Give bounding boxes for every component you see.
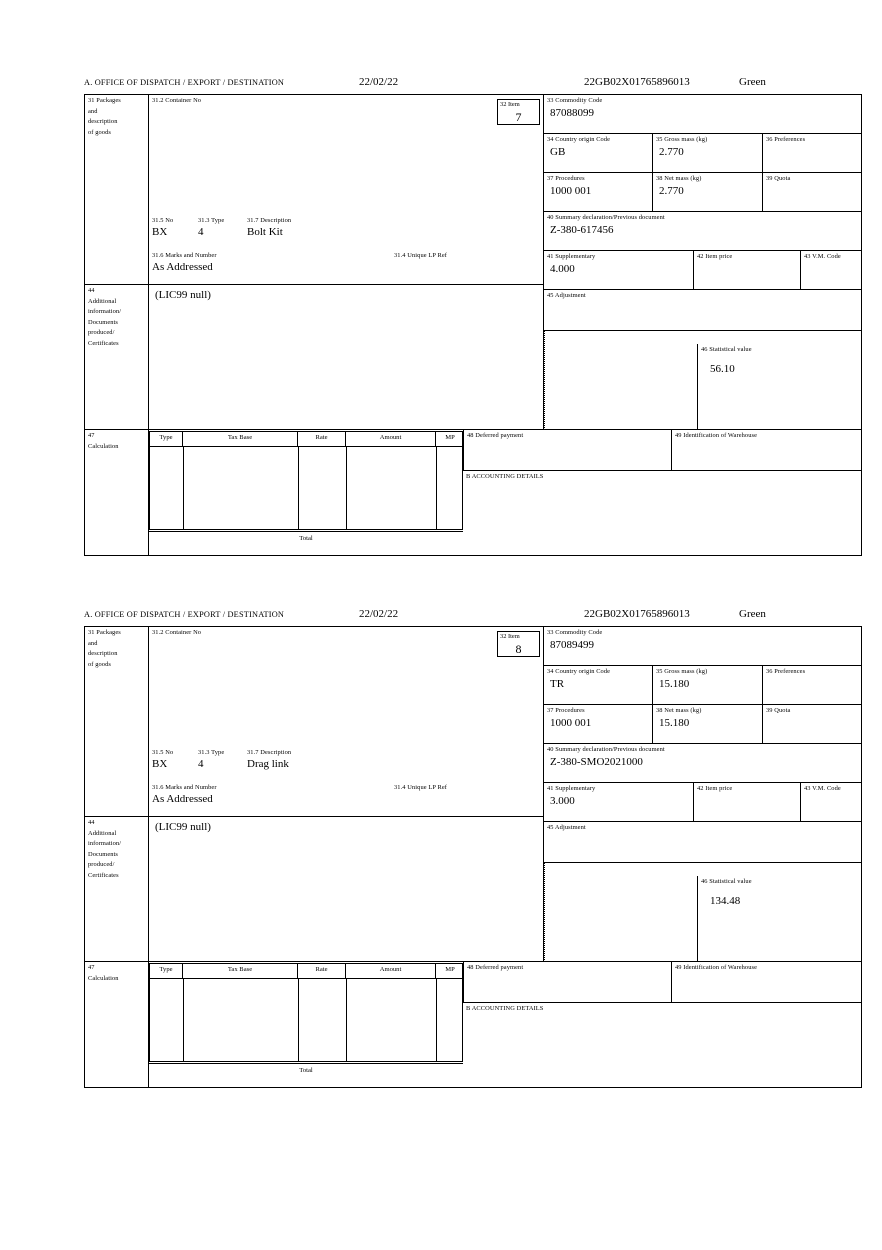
quota-value-2: [763, 716, 862, 717]
box-44-label-4-2: Documents: [88, 850, 119, 858]
procedures-value: 1000 001: [550, 184, 592, 197]
calculation-total-label: Total: [299, 535, 313, 542]
additional-info-value: (LIC99 null): [155, 289, 211, 301]
box-44-label-1: 44: [88, 287, 95, 294]
box-36-label-2: 36 Preferences: [766, 668, 806, 675]
box-46-dotted-divider-2: [544, 863, 545, 962]
box-37-label-2: 37 Procedures: [547, 707, 585, 714]
box-36-preferences-2: [763, 666, 862, 705]
box-31-6-marks-label: 31.6 Marks and Number: [152, 252, 217, 259]
marks-number-value-2: As Addressed: [152, 793, 213, 805]
box-47-label-1-2: 47: [88, 964, 95, 971]
box-39-label: 39 Quota: [766, 175, 791, 182]
box-45-adjustment: [544, 290, 862, 331]
box-40-previous-document: [544, 212, 862, 251]
calc-div-4: [436, 447, 437, 530]
box-48-label-2: 48 Deferred payment: [467, 964, 524, 971]
movement-reference-number: 22GB02X01765896013: [584, 76, 690, 88]
preferences-value-2: [763, 677, 862, 678]
box-46-statistical-value-2: [697, 876, 862, 962]
box-31-5-no-label-2: 31.5 No: [152, 749, 174, 756]
box-32-item-number: [497, 99, 540, 125]
gross-mass-value: 2.770: [659, 145, 684, 158]
calc-header-type-2: Type: [150, 964, 183, 979]
box-49-label-2: 49 Identification of Warehouse: [675, 964, 758, 971]
accounting-details-value: [463, 482, 862, 483]
box-45-adjustment-2: [544, 822, 862, 863]
box-31-label-2: and: [88, 107, 98, 115]
supplementary-value: 4.000: [550, 262, 575, 275]
warehouse-id-value: [672, 441, 862, 442]
calc-header-amount-2: Amount: [346, 964, 436, 979]
packages-type-value: 4: [198, 226, 204, 238]
previous-document-value: Z-380-617456: [550, 223, 614, 236]
box-40-label-2: 40 Summary declaration/Previous document: [547, 746, 665, 753]
box-49-label: 49 Identification of Warehouse: [675, 432, 758, 439]
box-36-label: 36 Preferences: [766, 136, 806, 143]
adjustment-value-2: [544, 833, 862, 834]
box-44-label-2: Additional: [88, 297, 117, 305]
calc-div-3-2: [346, 979, 347, 1062]
box-31-2-container-no-label-2: 31.2 Container No: [152, 629, 202, 636]
calculation-table: [149, 431, 463, 530]
box-42-label: 42 Item price: [697, 253, 733, 260]
box-32-item-number-2: [497, 631, 540, 657]
calc-div-3: [346, 447, 347, 530]
box-44-additional-info: [85, 285, 149, 430]
calc-div-4-2: [436, 979, 437, 1062]
box-31-3-type-label-2: 31.3 Type: [198, 749, 225, 756]
box-47-label-1: 47: [88, 432, 95, 439]
declaration-date-2: 22/02/22: [359, 608, 399, 620]
box-43-label: 43 V.M. Code: [804, 253, 841, 260]
country-origin-value-2: TR: [550, 677, 565, 690]
box-33-commodity-code: [544, 95, 862, 134]
statistical-value-value-2: 134.48: [710, 894, 741, 907]
box-44-additional-info-2: [85, 817, 149, 962]
calculation-total-label-2: Total: [299, 1067, 313, 1074]
additional-info-value-2: (LIC99 null): [155, 821, 211, 833]
box-42-label-2: 42 Item price: [697, 785, 733, 792]
box-47-label-2: Calculation: [88, 442, 119, 450]
packages-no-value-2: BX: [152, 758, 168, 770]
calculation-table-2: [149, 963, 463, 1062]
preferences-value: [763, 145, 862, 146]
box-38-label-2: 38 Net mass (kg): [656, 707, 702, 714]
commodity-code-value-2: 87089499: [550, 638, 594, 651]
box-33-commodity-code-2: [544, 627, 862, 666]
box-31-label-3-2: description: [88, 650, 118, 658]
box-43-label-2: 43 V.M. Code: [804, 785, 841, 792]
box-45-label-2: 45 Adjustment: [547, 824, 586, 831]
calc-bottom-rule: [149, 531, 463, 532]
box-34-label-2: 34 Country origin Code: [547, 668, 611, 675]
warehouse-id-value-2: [672, 973, 862, 974]
box-44-label-2-2: Additional: [88, 829, 117, 837]
box-31-label-4: of goods: [88, 128, 111, 136]
box-33-label: 33 Commodity Code: [547, 97, 603, 104]
box-41-label: 41 Supplementary: [547, 253, 596, 260]
box-37-procedures: [544, 173, 653, 212]
box-b-label-2: B ACCOUNTING DETAILS: [466, 1005, 544, 1012]
declaration-date: 22/02/22: [359, 76, 399, 88]
box-39-label-2: 39 Quota: [766, 707, 791, 714]
box-39-quota: [763, 173, 862, 212]
deferred-payment-value: [464, 441, 671, 442]
statistical-value-value: 56.10: [710, 362, 735, 375]
box-46-label: 46 Statistical value: [701, 346, 752, 353]
goods-description-value-2: Drag link: [247, 758, 289, 770]
item-number-value-2: 8: [515, 642, 522, 656]
packages-type-value-2: 4: [198, 758, 204, 770]
box-42-item-price-2: [694, 783, 801, 822]
customs-declaration-form-2: [84, 610, 862, 1088]
box-39-quota-2: [763, 705, 862, 744]
box-44-label-5: produced/: [88, 329, 115, 337]
box-42-item-price: [694, 251, 801, 290]
box-31-4-lpref-label: 31.4 Unique LP Ref: [394, 252, 448, 259]
box-b-label: B ACCOUNTING DETAILS: [466, 473, 544, 480]
deferred-payment-value-2: [464, 973, 671, 974]
box-46-label-2: 46 Statistical value: [701, 878, 752, 885]
box-37-label: 37 Procedures: [547, 175, 585, 182]
box-49-warehouse-2: [672, 962, 862, 1003]
box-33-label-2: 33 Commodity Code: [547, 629, 603, 636]
box-31-label-1: 31 Packages: [88, 97, 121, 104]
box-41-supplementary-2: [544, 783, 694, 822]
box-44-content-area: [149, 285, 544, 430]
previous-document-value-2: Z-380-SMO2021000: [550, 755, 643, 768]
net-mass-value: 2.770: [659, 184, 684, 197]
office-of-dispatch-label-2: A. OFFICE OF DISPATCH / EXPORT / DESTINATION: [84, 610, 285, 619]
item-price-value: [694, 262, 800, 263]
item-number-value: 7: [515, 110, 522, 124]
box-47-calculation-2: [85, 962, 149, 1088]
calc-header-rate: Rate: [298, 432, 346, 447]
calc-div-2: [298, 447, 299, 530]
calc-div-1-2: [183, 979, 184, 1062]
box-44-label-4: Documents: [88, 318, 119, 326]
box-48-label: 48 Deferred payment: [467, 432, 524, 439]
adjustment-value: [544, 301, 862, 302]
vm-code-value: [801, 262, 862, 263]
box-35-label: 35 Gross mass (kg): [656, 136, 708, 143]
packages-no-value: BX: [152, 226, 168, 238]
box-32-label: 32 Item: [500, 101, 520, 108]
box-31-6-marks-label-2: 31.6 Marks and Number: [152, 784, 217, 791]
box-41-supplementary: [544, 251, 694, 290]
item-price-value-2: [694, 794, 800, 795]
box-48-deferred-payment: [463, 430, 672, 471]
box-48-deferred-payment-2: [463, 962, 672, 1003]
calc-header-mp-2: MP: [436, 964, 463, 979]
box-31-3-type-label: 31.3 Type: [198, 217, 225, 224]
box-44-label-3: information/: [88, 308, 122, 316]
commodity-code-value: 87088099: [550, 106, 594, 119]
form-header-1: [84, 78, 862, 94]
box-31-detail-area: [149, 95, 544, 285]
accounting-details-value-2: [463, 1014, 862, 1015]
box-40-previous-document-2: [544, 744, 862, 783]
customs-declaration-form-1: [84, 78, 862, 556]
box-31-7-description-label: 31.7 Description: [247, 217, 292, 224]
form-header-2: [84, 610, 862, 626]
box-31-packages-2: [85, 627, 149, 817]
box-44-label-6-2: Certificates: [88, 871, 119, 879]
box-44-label-3-2: information/: [88, 840, 122, 848]
office-of-dispatch-label: A. OFFICE OF DISPATCH / EXPORT / DESTINATION: [84, 78, 285, 87]
calc-div-2-2: [298, 979, 299, 1062]
box-44-label-1-2: 44: [88, 819, 95, 826]
box-37-procedures-2: [544, 705, 653, 744]
box-35-gross-mass-2: [653, 666, 763, 705]
box-31-7-description-label-2: 31.7 Description: [247, 749, 292, 756]
box-31-2-container-no-label: 31.2 Container No: [152, 97, 202, 104]
box-32-label-2: 32 Item: [500, 633, 520, 640]
box-31-label-4-2: of goods: [88, 660, 111, 668]
box-46-statistical-value: [697, 344, 862, 430]
box-31-packages: [85, 95, 149, 285]
container-no-value-2: [149, 638, 543, 639]
box-31-5-no-label: 31.5 No: [152, 217, 174, 224]
box-34-country-origin: [544, 134, 653, 173]
net-mass-value-2: 15.180: [659, 716, 690, 729]
box-47-label-2-2: Calculation: [88, 974, 119, 982]
box-35-gross-mass: [653, 134, 763, 173]
box-47-calculation: [85, 430, 149, 556]
container-no-value: [149, 106, 543, 107]
box-44-label-6: Certificates: [88, 339, 119, 347]
box-43-vm-code-2: [801, 783, 862, 822]
box-45-label: 45 Adjustment: [547, 292, 586, 299]
movement-reference-number-2: 22GB02X01765896013: [584, 608, 690, 620]
box-b-accounting-details: [463, 471, 862, 556]
vm-code-value-2: [801, 794, 862, 795]
calc-header-taxbase-2: Tax Base: [183, 964, 298, 979]
box-34-label: 34 Country origin Code: [547, 136, 611, 143]
declaration-grid-1: [84, 94, 862, 556]
route-status-2: Green: [739, 608, 766, 620]
declaration-grid-2: [84, 626, 862, 1088]
calc-header-taxbase: Tax Base: [183, 432, 298, 447]
box-44-content-area-2: [149, 817, 544, 962]
box-35-label-2: 35 Gross mass (kg): [656, 668, 708, 675]
route-status: Green: [739, 76, 766, 88]
box-38-label: 38 Net mass (kg): [656, 175, 702, 182]
goods-description-value: Bolt Kit: [247, 226, 283, 238]
marks-number-value: As Addressed: [152, 261, 213, 273]
box-31-label-3: description: [88, 118, 118, 126]
box-31-label-2-2: and: [88, 639, 98, 647]
box-31-4-lpref-label-2: 31.4 Unique LP Ref: [394, 784, 448, 791]
box-46-dotted-divider: [544, 331, 545, 430]
box-38-net-mass-2: [653, 705, 763, 744]
calc-header-rate-2: Rate: [298, 964, 346, 979]
calc-div-1: [183, 447, 184, 530]
box-49-warehouse: [672, 430, 862, 471]
calc-header-amount: Amount: [346, 432, 436, 447]
calc-header-mp: MP: [436, 432, 463, 447]
box-38-net-mass: [653, 173, 763, 212]
country-origin-value: GB: [550, 145, 566, 158]
procedures-value-2: 1000 001: [550, 716, 592, 729]
box-44-label-5-2: produced/: [88, 861, 115, 869]
quota-value: [763, 184, 862, 185]
calc-header-type: Type: [150, 432, 183, 447]
box-41-label-2: 41 Supplementary: [547, 785, 596, 792]
box-43-vm-code: [801, 251, 862, 290]
gross-mass-value-2: 15.180: [659, 677, 690, 690]
box-40-label: 40 Summary declaration/Previous document: [547, 214, 665, 221]
box-31-label-1-2: 31 Packages: [88, 629, 121, 636]
box-34-country-origin-2: [544, 666, 653, 705]
box-36-preferences: [763, 134, 862, 173]
supplementary-value-2: 3.000: [550, 794, 575, 807]
box-31-detail-area-2: [149, 627, 544, 817]
calc-bottom-rule-2: [149, 1063, 463, 1064]
box-b-accounting-details-2: [463, 1003, 862, 1088]
